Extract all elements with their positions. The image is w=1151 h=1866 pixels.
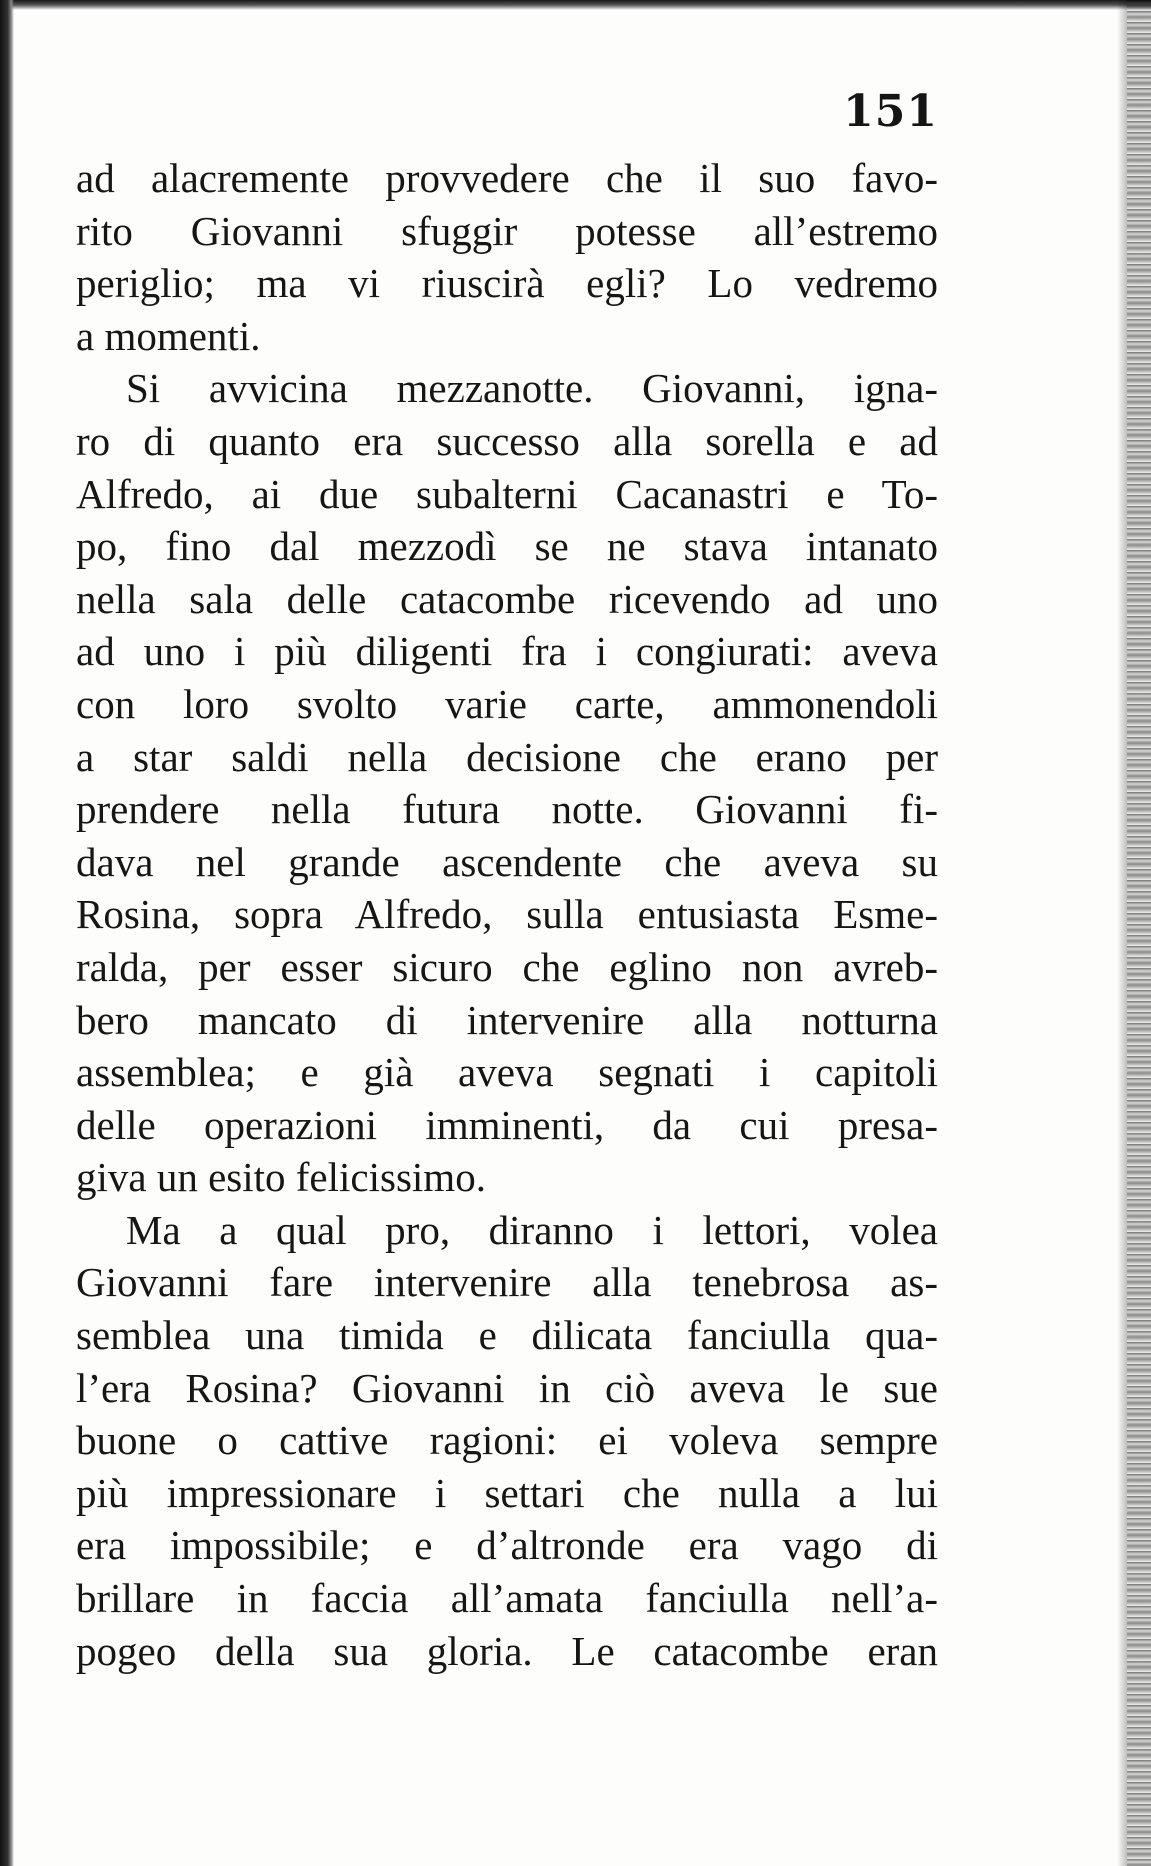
text-line: con loro svolto varie carte, ammonendoli (76, 680, 938, 727)
text-line: ralda, per esser sicuro che eglino non avreb- (76, 943, 938, 990)
text-line: pogeo della sua gloria. Le catacombe eran (76, 1627, 938, 1674)
text-line: l’era Rosina? Giovanni in ciò aveva le sue (76, 1364, 938, 1411)
text-line: Ma a qual pro, diranno i lettori, volea (126, 1206, 938, 1253)
text-line: buone o cattive ragioni: ei voleva sempre (76, 1417, 938, 1464)
text-line: semblea una timida e dilicata fanciulla qua- (76, 1312, 938, 1359)
text-line: ad alacremente provvedere che il suo favo- (76, 155, 938, 201)
text-line: assemblea; e già aveva segnati i capitoli (76, 1049, 938, 1096)
text-line: nella sala delle catacombe ricevendo ad uno (76, 575, 938, 622)
scan-shadow-right (1117, 0, 1127, 1866)
text-line: rito Giovanni sfuggir potesse all’estremo (76, 207, 938, 254)
text-line: Alfredo, ai due subalterni Cacanastri e To- (76, 470, 938, 517)
page-number: 151 (843, 86, 938, 137)
text-line: era impossibile; e d’altronde era vago di (76, 1522, 938, 1569)
text-line: Giovanni fare intervenire alla tenebrosa as- (76, 1259, 938, 1306)
text-line: po, fino dal mezzodì se ne stava intanato (76, 523, 938, 570)
text-line: a star saldi nella decisione che erano per (76, 733, 938, 780)
text-line: Rosina, sopra Alfredo, sulla entusiasta Esme- (76, 891, 938, 938)
text-line: prendere nella futura notte. Giovanni fi- (76, 786, 938, 833)
text-line: dava nel grande ascendente che aveva su (76, 838, 938, 885)
text-line: brillare in faccia all’amata fanciulla nell’a- (76, 1575, 938, 1622)
text-line: Si avvicina mezzanotte. Giovanni, igna- (126, 365, 938, 412)
scan-edge-top (0, 0, 1151, 10)
body-text (76, 152, 938, 1677)
text-line: delle operazioni imminenti, da cui presa- (76, 1101, 938, 1148)
text-line: più impressionare i settari che nulla a lui (76, 1469, 938, 1516)
text-line: ro di quanto era successo alla sorella e ad (76, 417, 938, 464)
scan-edge-left (0, 0, 14, 1866)
text-line: a momenti. (76, 312, 261, 359)
scan-edge-right (1127, 0, 1151, 1866)
text-line: ad uno i più diligenti fra i congiurati: aveva (76, 628, 938, 675)
text-line: bero mancato di intervenire alla notturna (76, 996, 938, 1043)
text-line: giva un esito felicissimo. (76, 1154, 486, 1201)
text-line: periglio; ma vi riuscirà egli? Lo vedremo (76, 260, 938, 307)
